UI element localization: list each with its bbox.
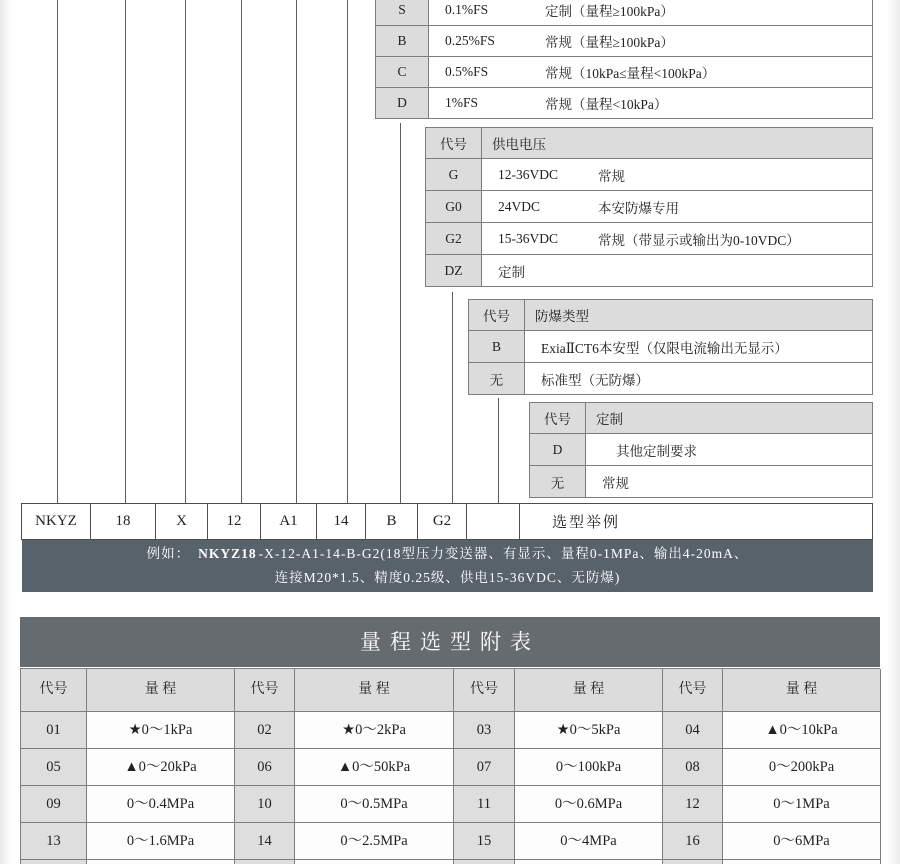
range-value-cell: ★0～5kPa (515, 712, 663, 749)
table-row (375, 56, 873, 88)
header-row (425, 127, 873, 159)
code-cell: S (376, 0, 429, 25)
model-cell: 12 (207, 503, 261, 540)
range-code-cell-partial (235, 860, 295, 864)
range-value-cell: 0～1.6MPa (87, 823, 235, 860)
table-row (468, 330, 873, 363)
code-cell: 无 (530, 466, 586, 497)
range-code-cell: 01 (21, 712, 87, 749)
range-value-cell: 0～6MPa (723, 823, 881, 860)
table-row (468, 362, 873, 395)
code-cell: G (426, 159, 482, 190)
range-header-cell: 代号 (454, 669, 515, 712)
range-value-cell: ▲0～20kPa (87, 749, 235, 786)
range-code-cell: 14 (235, 823, 295, 860)
code-cell: 无 (469, 363, 525, 394)
range-header-cell: 代号 (235, 669, 295, 712)
range-header-cell: 代号 (21, 669, 87, 712)
range-value-cell: 0～0.6MPa (515, 786, 663, 823)
range-header-cell: 量 程 (295, 669, 454, 712)
range-code-cell: 02 (235, 712, 295, 749)
header-row (529, 402, 873, 434)
code-cell: G2 (426, 223, 482, 254)
table-row (529, 465, 873, 498)
leader-line (125, 0, 126, 503)
model-number-row (22, 503, 873, 540)
table-row (529, 433, 873, 466)
model-cell: X (155, 503, 208, 540)
spec-text: 0.5%FS (445, 64, 489, 79)
example-rest: -X-12-A1-14-B-G2(18型压力变送器、有显示、量程0-1MPa、输出4-20mA、 (258, 546, 749, 561)
note-text: 本安防爆专用 (598, 200, 679, 216)
explosion-proof-table (468, 300, 873, 395)
leader-line (241, 0, 242, 503)
model-example-label: 选型举例 (519, 503, 873, 540)
leader-line (452, 292, 453, 503)
range-value-cell: 0～0.4MPa (87, 786, 235, 823)
code-cell: G0 (426, 191, 482, 222)
model-cell: NKYZ (21, 503, 91, 540)
code-cell: B (469, 331, 525, 362)
range-table-title: 量程选型附表 (20, 617, 880, 667)
range-value-cell: 0～100kPa (515, 749, 663, 786)
note-text: 标准型（无防爆） (541, 372, 649, 388)
range-value-cell-partial (515, 860, 663, 864)
leader-line (498, 398, 499, 503)
table-row (425, 254, 873, 287)
range-value-cell: 0～0.5MPa (295, 786, 454, 823)
model-cell: B (365, 503, 418, 540)
model-cell: 14 (316, 503, 366, 540)
range-value-cell-partial (723, 860, 881, 864)
example-banner (22, 540, 873, 592)
range-value-cell-partial (295, 860, 454, 864)
code-cell: B (376, 26, 429, 56)
leader-line (57, 0, 58, 503)
code-cell: C (376, 57, 429, 87)
example-prefix: 例如： (146, 546, 191, 561)
table-row (425, 222, 873, 255)
table-row (375, 0, 873, 26)
note-text: 常规（带显示或输出为0-10VDC） (598, 232, 800, 248)
range-code-cell-partial (663, 860, 723, 864)
range-value-cell: ▲0～10kPa (723, 712, 881, 749)
page-edge-shade-right (888, 0, 900, 864)
spec-text: 1%FS (445, 95, 479, 110)
spec-text: 0.25%FS (445, 33, 495, 48)
code-cell: DZ (426, 255, 482, 286)
header-code-cell: 代号 (426, 128, 482, 158)
example-model: NKYZ18 (198, 546, 257, 561)
leader-line (400, 123, 401, 503)
range-value-cell-partial (87, 860, 235, 864)
spec-text: 0.1%FS (445, 2, 489, 17)
range-code-cell: 06 (235, 749, 295, 786)
header-code-cell: 代号 (469, 300, 525, 330)
example-line2: 连接M20*1.5、精度0.25级、供电15-36VDC、无防爆) (274, 570, 621, 585)
range-value-cell: ▲0～50kPa (295, 749, 454, 786)
range-value-cell: 0～2.5MPa (295, 823, 454, 860)
customization-table (529, 403, 873, 498)
leader-line (347, 0, 348, 503)
note-text: 常规（10kPa≤量程<100kPa） (545, 66, 716, 81)
note-text: 其他定制要求 (616, 443, 697, 459)
range-code-cell: 03 (454, 712, 515, 749)
supply-voltage-table (425, 128, 873, 287)
table-row (425, 158, 873, 191)
range-value-cell: 0～4MPa (515, 823, 663, 860)
range-header-cell: 代号 (663, 669, 723, 712)
range-code-cell: 08 (663, 749, 723, 786)
range-code-cell: 12 (663, 786, 723, 823)
table-row (375, 87, 873, 119)
range-code-cell: 10 (235, 786, 295, 823)
header-label: 定制 (596, 412, 623, 427)
note-text: ExiaⅡCT6本安型（仅限电流输出无显示） (541, 340, 788, 356)
range-value-cell: ★0～2kPa (295, 712, 454, 749)
model-cell: G2 (417, 503, 467, 540)
range-code-cell: 15 (454, 823, 515, 860)
note-text: 常规（量程≥100kPa） (545, 35, 674, 50)
range-code-cell: 09 (21, 786, 87, 823)
header-label: 供电电压 (492, 137, 546, 152)
range-table-grid (20, 668, 880, 864)
spec-text: 定制 (498, 264, 525, 280)
spec-text: 24VDC (498, 198, 541, 214)
range-header-cell: 量 程 (515, 669, 663, 712)
leader-line (185, 0, 186, 503)
range-value-cell: 0～1MPa (723, 786, 881, 823)
code-cell: D (530, 434, 586, 465)
range-header-cell: 量 程 (723, 669, 881, 712)
model-cell (466, 503, 520, 540)
range-value-cell: 0～200kPa (723, 749, 881, 786)
range-code-cell: 07 (454, 749, 515, 786)
page-edge-shade-left (0, 0, 12, 864)
leader-line (296, 0, 297, 503)
note-text: 常规（量程<10kPa） (545, 97, 668, 112)
note-text: 定制（量程≥100kPa） (545, 4, 674, 19)
range-code-cell: 13 (21, 823, 87, 860)
code-cell: D (376, 88, 429, 118)
note-text: 常规 (602, 475, 629, 491)
range-selection-table (20, 617, 880, 864)
range-header-cell: 量 程 (87, 669, 235, 712)
range-code-cell: 11 (454, 786, 515, 823)
table-row (425, 190, 873, 223)
table-row (375, 25, 873, 57)
range-code-cell: 16 (663, 823, 723, 860)
range-value-cell: ★0～1kPa (87, 712, 235, 749)
model-cell: 18 (90, 503, 156, 540)
header-code-cell: 代号 (530, 403, 586, 433)
range-code-cell-partial (21, 860, 87, 864)
range-code-cell: 05 (21, 749, 87, 786)
spec-text: 15-36VDC (498, 230, 558, 246)
range-code-cell-partial (454, 860, 515, 864)
example-line1 (22, 542, 873, 566)
model-cell: A1 (260, 503, 317, 540)
accuracy-options-table (375, 0, 873, 119)
header-row (468, 299, 873, 331)
spec-text: 12-36VDC (498, 166, 558, 182)
header-label: 防爆类型 (535, 309, 589, 324)
note-text: 常规 (598, 168, 625, 184)
range-code-cell: 04 (663, 712, 723, 749)
